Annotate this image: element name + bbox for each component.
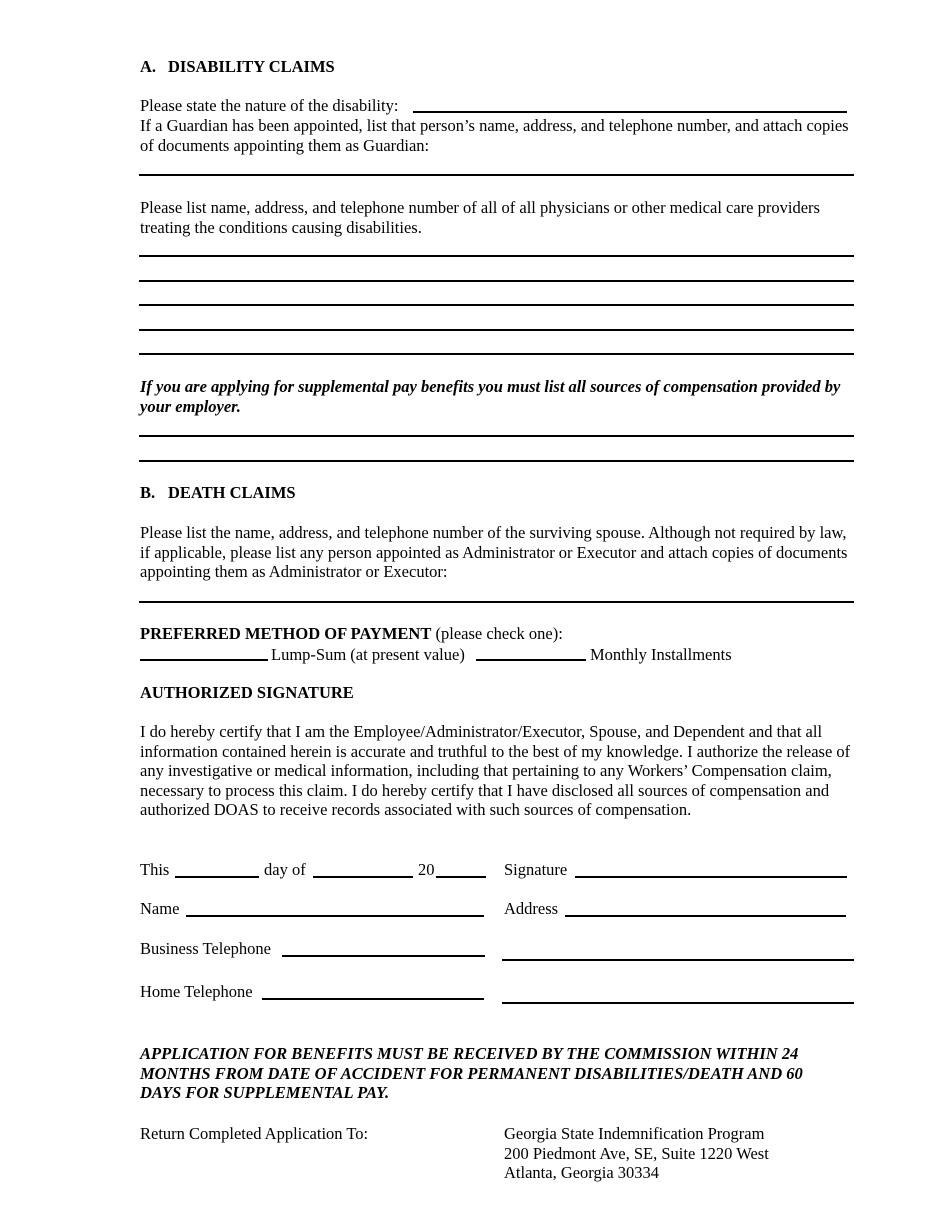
disability-nature-field[interactable] xyxy=(413,111,847,113)
section-a-title: DISABILITY CLAIMS xyxy=(168,57,335,76)
name-label: Name xyxy=(140,899,180,918)
month-field[interactable] xyxy=(313,876,413,878)
monthly-label: Monthly Installments xyxy=(590,645,732,664)
spouse-instructions: Please list the name, address, and telephone number of the surviving spouse. Although not required by law, if applicable, please list any person appointed as Administrator or Executor and attach copies of documents appointing them as Administrator or Executor: xyxy=(140,523,848,581)
this-label: This xyxy=(140,860,170,879)
payment-instruction: (please check one): xyxy=(435,624,563,643)
guardian-instructions: If a Guardian has been appointed, list that person’s name, address, and telephone number, and attach copies of documents appointing them as Guardian: xyxy=(140,116,849,155)
payment-heading: PREFERRED METHOD OF PAYMENT xyxy=(140,624,432,643)
home-phone-field[interactable] xyxy=(262,998,484,1000)
physicians-answer-line-5[interactable] xyxy=(139,353,854,355)
physicians-instructions: Please list name, address, and telephone number of all of all physicians or other medical care providers treating the conditions causing disabilities. xyxy=(140,198,820,237)
section-a-letter: A. xyxy=(140,57,157,76)
physicians-answer-line-4[interactable] xyxy=(139,329,854,331)
business-phone-label: Business Telephone xyxy=(140,939,271,958)
business-phone-field[interactable] xyxy=(282,955,485,957)
address-field[interactable] xyxy=(565,915,846,917)
section-b-title: DEATH CLAIMS xyxy=(168,483,296,502)
spouse-answer-line[interactable] xyxy=(139,601,854,603)
authorized-signature-heading: AUTHORIZED SIGNATURE xyxy=(140,683,354,702)
supplemental-answer-line-1[interactable] xyxy=(139,435,854,437)
day-of-label: day of xyxy=(264,860,306,879)
signature-label: Signature xyxy=(504,860,568,879)
return-address-line-3: Atlanta, Georgia 30334 xyxy=(504,1163,660,1182)
deadline-notice: APPLICATION FOR BENEFITS MUST BE RECEIVED BY THE COMMISSION WITHIN 24 MONTHS FROM DATE OF ACCIDENT FOR PERMANENT DISABILITIES/DEATH AND 60 DAYS FOR SUPPLEMENTAL PAY. xyxy=(140,1044,803,1102)
section-b-heading xyxy=(140,483,296,503)
monthly-checkbox-line[interactable] xyxy=(476,659,586,661)
guardian-answer-line[interactable] xyxy=(139,174,854,176)
section-a-heading xyxy=(140,57,335,77)
certification-text: I do hereby certify that I am the Employee/Administrator/Executor, Spouse, and Dependent and that all information contained herein is accurate and truthful to the best of my knowledge. I authorize the release of any investigative or medical information, including that pertaining to any Workers’ Compensation claim, necessary to process this claim. I do hereby certify that I have disclosed all sources of compensation and authorized DOAS to receive records associated with such sources of compensation. xyxy=(140,722,851,819)
physicians-answer-line-1[interactable] xyxy=(139,255,854,257)
return-address xyxy=(504,1124,769,1183)
supplemental-pay-instructions: If you are applying for supplemental pay benefits you must list all sources of compensation provided by your employer. xyxy=(140,377,841,416)
return-address-line-1: Georgia State Indemnification Program xyxy=(504,1124,765,1143)
year-prefix: 20 xyxy=(418,860,435,879)
home-phone-label: Home Telephone xyxy=(140,982,253,1001)
supplemental-answer-line-2[interactable] xyxy=(139,460,854,462)
name-field[interactable] xyxy=(186,915,484,917)
return-label: Return Completed Application To: xyxy=(140,1124,369,1143)
payment-heading-line xyxy=(140,624,563,644)
address-line-2-field[interactable] xyxy=(502,959,854,961)
lump-sum-checkbox-line[interactable] xyxy=(140,659,268,661)
address-line-3-field[interactable] xyxy=(502,1002,854,1004)
physicians-answer-line-2[interactable] xyxy=(139,280,854,282)
disability-nature-prompt: Please state the nature of the disability: xyxy=(140,96,399,115)
return-address-line-2: 200 Piedmont Ave, SE, Suite 1220 West xyxy=(504,1143,769,1163)
signature-field[interactable] xyxy=(575,876,847,878)
physicians-answer-line-3[interactable] xyxy=(139,304,854,306)
address-label: Address xyxy=(504,899,559,918)
year-field[interactable] xyxy=(436,876,486,878)
day-field[interactable] xyxy=(175,876,259,878)
lump-sum-label: Lump-Sum (at present value) xyxy=(271,645,465,664)
section-b-letter: B. xyxy=(140,483,156,502)
